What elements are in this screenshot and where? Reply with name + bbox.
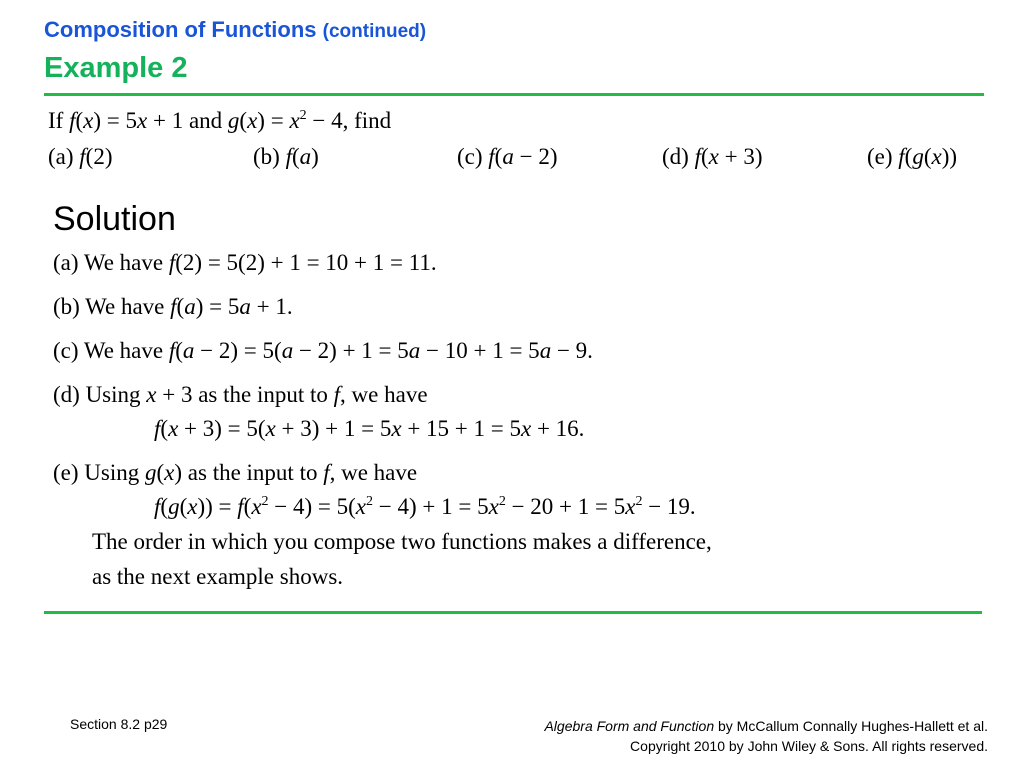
slide-subtitle: Example 2 <box>44 52 188 84</box>
problem-part-b: (b) f(a) <box>253 144 319 169</box>
problem-statement: If f(x) = 5x + 1 and $g(x) = x^2 - 4$, find <box>48 108 392 133</box>
solution-note-line-2: as the next example shows. <box>92 564 344 589</box>
bottom-divider <box>44 611 982 614</box>
solution-d-intro: (d) Using x + 3 as the input to f, we have <box>53 382 428 407</box>
footer-section-ref: Section 8.2 p29 <box>70 716 168 732</box>
problem-part-a: (a) f(2) <box>48 144 113 169</box>
solution-e-intro: (e) Using g(x) as the input to f, we have <box>53 460 418 485</box>
slide-title <box>44 17 426 43</box>
solution-d-equation: f(x + 3) = 5(x + 3) + 1 = 5x + 15 + 1 = 5x + 16. <box>154 416 585 441</box>
solution-a: (a) We have f(2) = 5(2) + 1 = 10 + 1 = 11. <box>53 250 437 275</box>
solution-e-equation: $f(g(x)) = f(x^2 - 4) = 5(x^2 - 4) + 1 = 5x^2 - 20 + 1 = 5x^2 - 19$. <box>154 494 696 519</box>
problem-part-e: (e) f(g(x)) <box>867 144 958 169</box>
footer-book-line <box>544 716 988 736</box>
problem-part-d: (d) f(x + 3) <box>662 144 763 169</box>
solution-note-line-1: The order in which you compose two functions makes a difference, <box>92 529 712 554</box>
footer-book-title: Algebra Form and Function <box>544 718 715 734</box>
solution-c: (c) We have f(a − 2) = 5(a − 2) + 1 = 5a − 10 + 1 = 5a − 9. <box>53 338 593 363</box>
slide-title-suffix: (continued) <box>322 21 427 42</box>
top-divider <box>44 93 984 96</box>
footer-credits <box>544 716 988 756</box>
footer-authors: by McCallum Connally Hughes-Hallett et al. <box>718 718 988 734</box>
solution-heading: Solution <box>53 200 176 238</box>
problem-part-c: (c) f(a − 2) <box>457 144 558 169</box>
solution-b: (b) We have f(a) = 5a + 1. <box>53 294 293 319</box>
slide-title-text: Composition of Functions <box>44 17 317 42</box>
footer-copyright: Copyright 2010 by John Wiley & Sons. All rights reserved. <box>630 738 988 754</box>
